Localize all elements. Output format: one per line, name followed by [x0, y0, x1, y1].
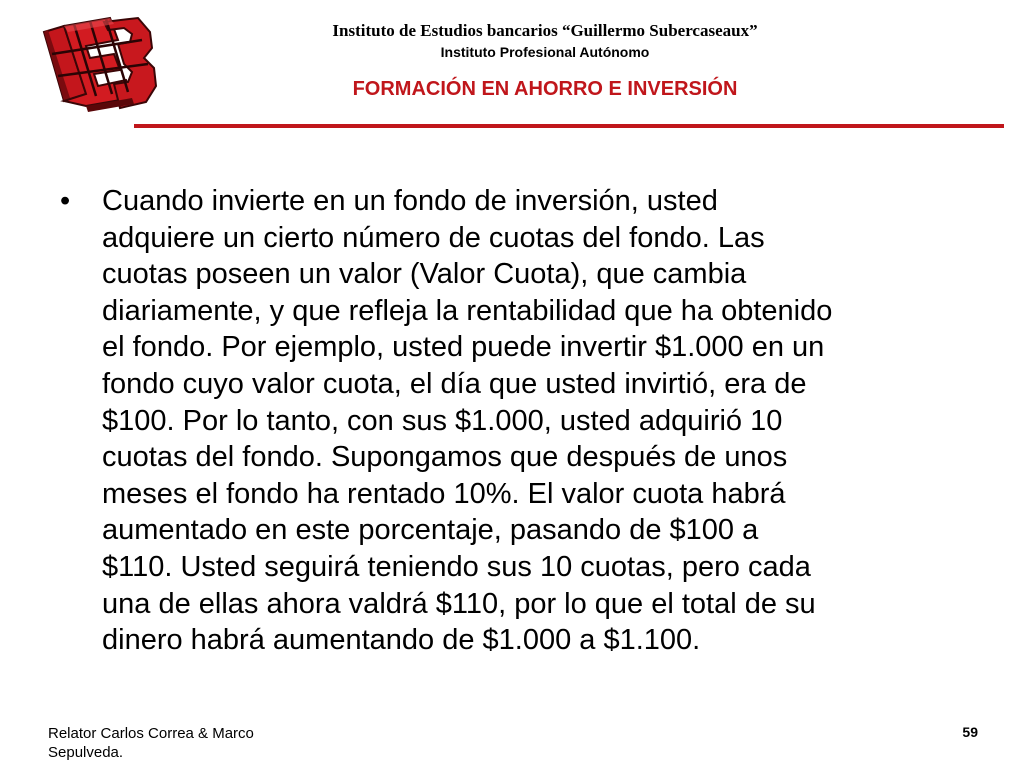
text-line: fondo cuyo valor cuota, el día que usted invirtió, era de [102, 367, 807, 400]
text-line: el fondo. Por ejemplo, usted puede invertir $1.000 en un [102, 331, 825, 364]
text-line: una de ellas ahora valdrá $110, por lo que el total de su [102, 587, 816, 620]
text-line: cuotas poseen un valor (Valor Cuota), que cambia [102, 258, 747, 291]
bullet-marker: • [60, 185, 71, 217]
footer-author [48, 724, 348, 762]
slide-title: FORMACIÓN EN AHORRO E INVERSIÓN [352, 78, 738, 100]
page-number: 59 [962, 724, 978, 740]
text-line: Cuando invierte en un fondo de inversión, usted [102, 185, 718, 217]
text-line: adquiere un cierto número de cuotas del fondo. Las [102, 221, 765, 254]
text-line: dinero habrá aumentando de $1.000 a $1.100. [102, 624, 701, 657]
header-divider [134, 124, 1004, 128]
text-line: $110. Usted seguirá teniendo sus 10 cuotas, pero cada [102, 550, 811, 583]
text-line: cuotas del fondo. Supongamos que después de unos [102, 441, 788, 474]
institution-name: Instituto de Estudios bancarios “Guillermo Subercaseaux” [332, 21, 758, 40]
footer-author-line: Relator Carlos Correa & Marco [48, 725, 254, 742]
text-line: $100. Por lo tanto, con sus $1.000, usted adquirió 10 [102, 404, 783, 437]
institution-subtitle: Instituto Profesional Autónomo [440, 44, 650, 60]
text-line: diariamente, y que refleja la rentabilidad que ha obtenido [102, 294, 833, 327]
bullet-text [102, 183, 980, 659]
footer-author-line: Sepulveda. [48, 744, 124, 761]
text-line: aumentado en este porcentaje, pasando de $100 a [102, 514, 759, 547]
text-line: meses el fondo ha rentado 10%. El valor cuota habrá [102, 477, 786, 510]
ieb-3d-logo-icon [34, 14, 160, 120]
